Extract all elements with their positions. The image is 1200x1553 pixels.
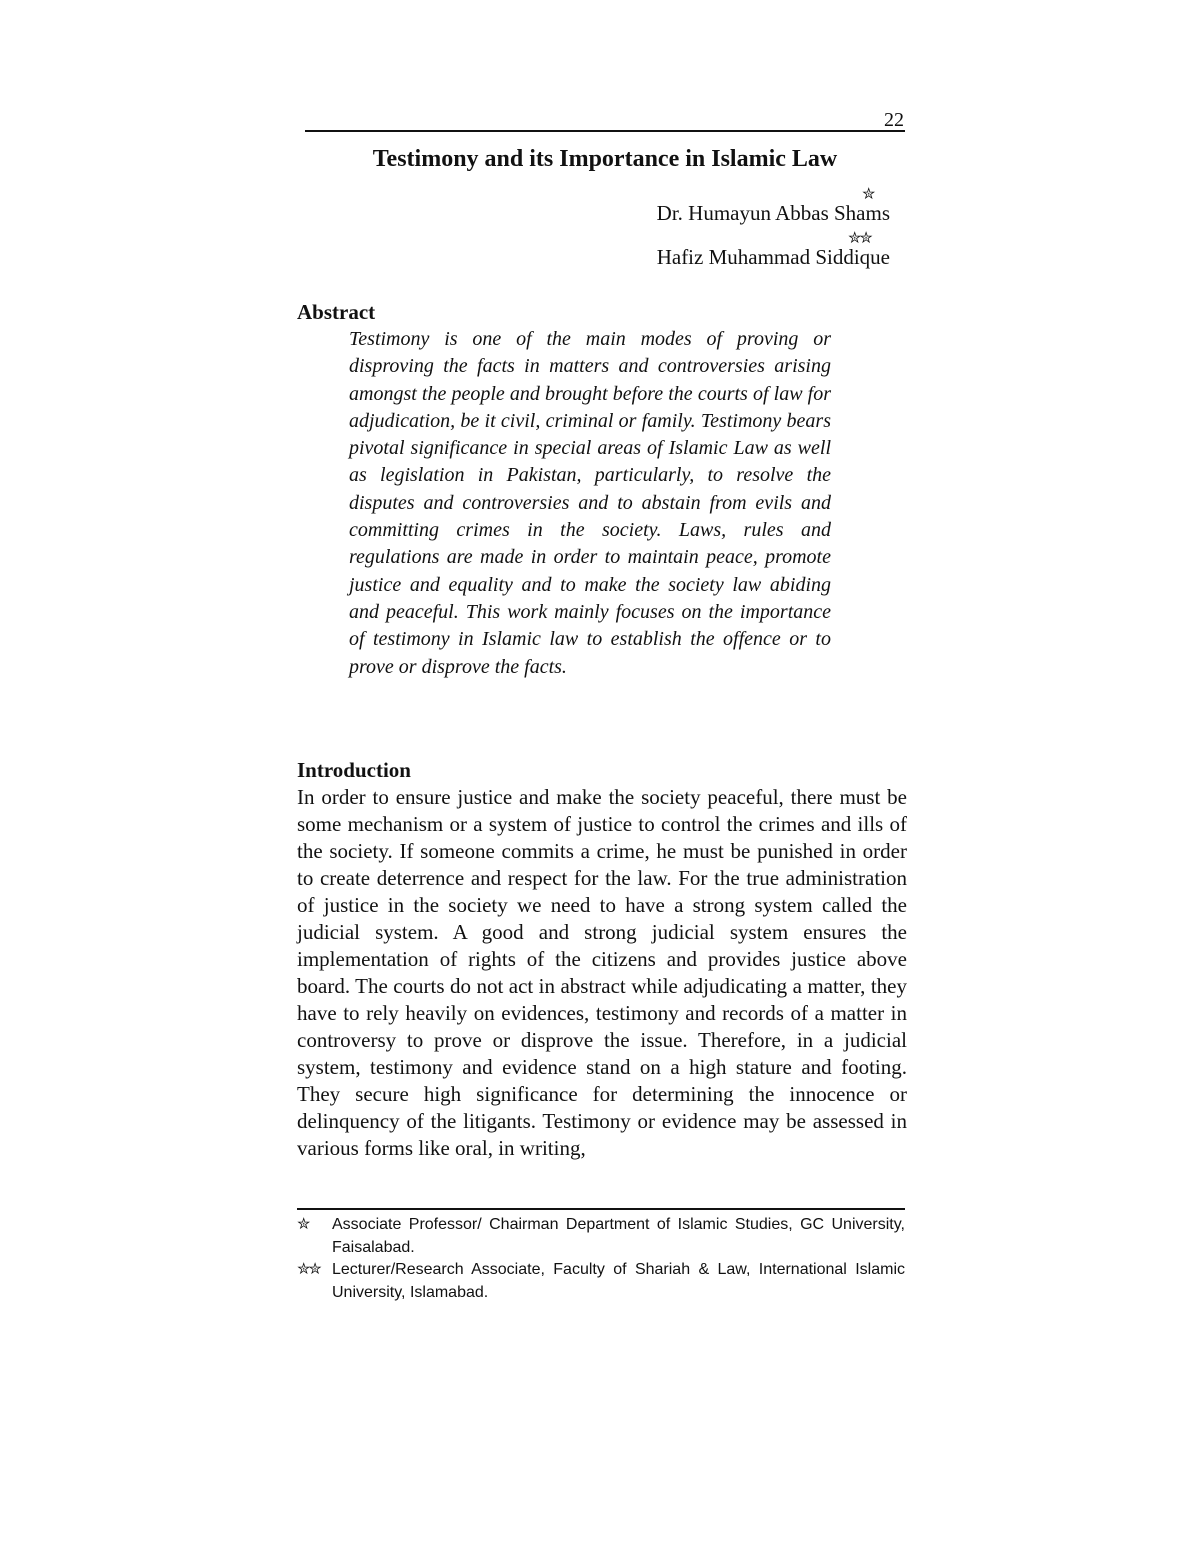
footnote-2-text: Lecturer/Research Associate, Faculty of Shariah & Law, International Islamic University, Islamabad. [332,1261,905,1301]
article-title: Testimony and its Importance in Islamic Law [372,146,838,172]
header-rule [305,130,905,132]
footnote-1-text: Associate Professor/ Chairman Department of Islamic Studies, GC University, Faisalabad. [332,1216,905,1256]
introduction-heading: Introduction [297,758,411,782]
author-2-name: Hafiz Muhammad Siddique [656,245,890,269]
footnote-1 [297,1213,905,1259]
author-1-name: Dr. Humayun Abbas Shams [656,201,890,225]
abstract-text: Testimony is one of the main modes of proving or disproving the facts in matters and controversies arising amongst the people and brought before the courts of law for adjudication, be it civil, criminal or family. Testimony bears pivotal significance in special areas of Islamic Law as well as legislation in Pakistan, particularly, to resolve the disputes and controversies and to abstain from evils and committing crimes in the society. Laws, rules and regulations are made in order to maintain peace, promote justice and equality and to make the society law abiding and peaceful. This work mainly focuses on the importance of testimony in Islamic law to establish the offence or to prove or disprove the facts. [349,328,831,678]
introduction-text: In order to ensure justice and make the society peaceful, there must be some mechanism or a system of justice to control the crimes and ills of the society. If someone commits a crime, he must be punished in order to create deterrence and respect for the law. For the true administration of justice in the society we need to have a strong system called the judicial system. A good and strong judicial system ensures the implementation of rights of the citizens and provides justice above board. The courts do not act in abstract while adjudicating a matter, they have to rely heavily on evidences, testimony and records of a matter in controversy to prove or disprove the issue. Therefore, in a judicial system, testimony and evidence stand on a high stature and footing. They secure high significance for determining the innocence or delinquency of the litigants. Testimony or evidence may be assessed in various forms like oral, in writing, [297,785,907,1160]
page-number: 22 [884,109,904,131]
author-2-star-icon: ✮✮ [848,230,871,247]
footnote-2-star-icon: ✮✮ [297,1261,320,1278]
footnote-1-star-icon: ✮ [297,1216,309,1233]
footnote-rule [297,1208,905,1210]
author-1-star-icon: ✮ [862,186,874,203]
abstract-heading: Abstract [297,300,376,324]
footnote-2 [297,1258,905,1304]
